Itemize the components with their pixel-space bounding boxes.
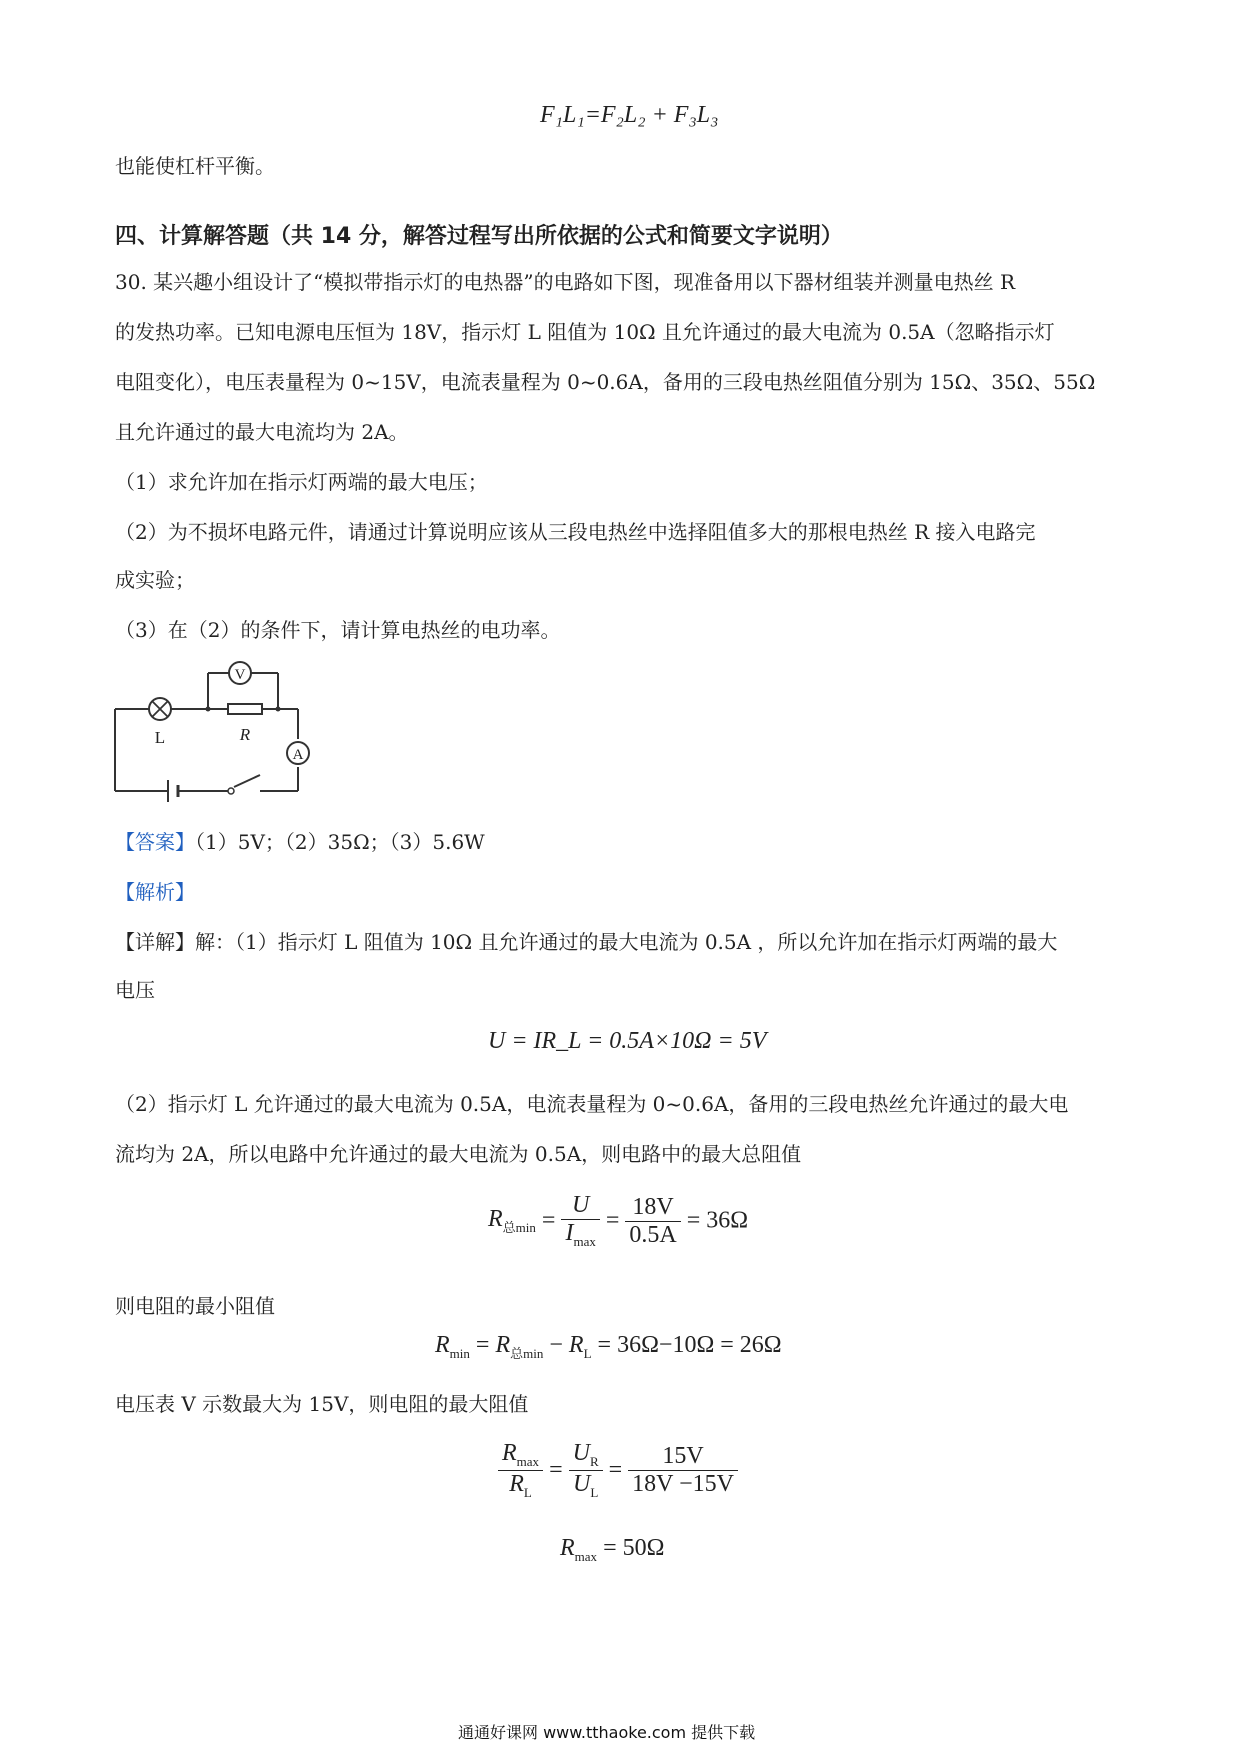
detail-line-1: 【详解】解：（1）指示灯 L 阻值为 10Ω 且允许通过的最大电流为 0.5A ，所以允许加在指示灯两端的最大 [115, 930, 1058, 954]
question-part-1: （1）求允许加在指示灯两端的最大电压； [115, 470, 488, 494]
lamp-label: L [154, 728, 166, 747]
equation-ratio: $\frac{R_{max}}{R_L}$ = $\frac{U_R}{U_L}$ = $\frac{15V}{18V -15V}$ [498, 1440, 738, 1501]
answer-tag: 【答案】 [115, 830, 195, 854]
denominator: 0.5A [629, 1221, 677, 1248]
r-symbol: R [488, 1206, 503, 1232]
equation-lever-balance [540, 102, 718, 129]
balance-text: 也能使杠杆平衡。 [115, 154, 275, 178]
question-line-3: 电阻变化），电压表量程为 0~15V，电流表量程为 0~0.6A，备用的三段电热丝阻值分别为 15Ω、35Ω、55Ω [115, 370, 1096, 394]
equation-max-voltage [488, 1028, 766, 1055]
numerator: U [561, 1192, 599, 1220]
resistor-label: R [239, 725, 251, 744]
question-part-2-line-1: （2）为不损坏电路元件，请通过计算说明应该从三段电热丝中选择阻值多大的那根电热丝 R 接入电路完 [115, 520, 1036, 544]
analysis-tag: 【解析】 [115, 880, 195, 904]
question-line-2: 的发热功率。已知电源电压恒为 18V，指示灯 L 阻值为 10Ω 且允许通过的最大电流为 0.5A（忽略指示灯 [115, 320, 1055, 344]
junction-dot [206, 707, 211, 712]
question-part-3: （3）在（2）的条件下，请计算电热丝的电功率。 [115, 618, 561, 642]
numerator: 18V [625, 1194, 680, 1222]
result: = 36Ω [686, 1207, 749, 1234]
section-heading: 四、计算解答题（共 14 分，解答过程写出所依据的公式和简要文字说明） [115, 224, 843, 249]
fraction-voltage-values: $\frac{15V}{18V -15V}$ [628, 1443, 738, 1498]
answer-line [115, 828, 485, 856]
detail-part-2-line-2: 流均为 2A，所以电路中允许通过的最大电流为 0.5A，则电路中的最大总阻值 [115, 1142, 802, 1166]
resistor-symbol [228, 704, 262, 714]
detail-line-2: 电压 [115, 978, 155, 1002]
detail-part-2-line-1: （2）指示灯 L 允许通过的最大电流为 0.5A，电流表量程为 0~0.6A，备用的三段电热丝允许通过的最大电 [115, 1092, 1069, 1116]
question-part-2-line-2: 成实验； [115, 568, 195, 592]
equation-text: U = IR_L = 0.5A×10Ω = 5V [488, 1028, 767, 1054]
fraction-values [625, 1194, 680, 1249]
denominator: $I_{max}$ [565, 1220, 596, 1249]
fraction-u-ratio: $\frac{U_R}{U_L}$ [569, 1440, 603, 1501]
lamp-icon [149, 698, 171, 720]
answer-text: （1）5V；（2）35Ω；（3）5.6W [195, 830, 485, 854]
page-footer: 通通好课网 www.tthaoke.com 提供下载 [458, 1723, 756, 1742]
equation-max-resistance: $R_{max} = 50\Omega$ [560, 1535, 665, 1564]
question-line-4: 且允许通过的最大电流均为 2A。 [115, 420, 409, 444]
fraction-u-over-i [561, 1192, 599, 1250]
min-resistance-text: 则电阻的最小阻值 [115, 1294, 275, 1318]
switch-pivot [228, 788, 234, 794]
question-line-1: 30. 某兴趣小组设计了“模拟带指示灯的电热器”的电路如下图，现准备用以下器材组装并测量电热丝 R [115, 270, 1016, 294]
r-subscript: 总min [502, 1220, 536, 1235]
circuit-diagram [110, 655, 320, 805]
max-resistance-text: 电压表 V 示数最大为 15V，则电阻的最大阻值 [115, 1392, 529, 1416]
fraction-r-ratio: $\frac{R_{max}}{R_L}$ [498, 1440, 543, 1501]
junction-dot [276, 707, 281, 712]
ammeter-label: A [292, 747, 304, 763]
equation-min-resistance: $R_{min} = R_{总min} - R_L = 36\Omega-10\Omega = 26\Omega$ [435, 1332, 782, 1361]
equation-text: F₁L₁=F₂L₂ + F₃L₃ [540, 102, 719, 128]
equation-total-resistance: $R_{总min}$ = $\frac{U}{I_{max}}$ = $\frac{18V}{0.5A}$ = 36Ω [488, 1192, 749, 1249]
voltmeter-label: V [234, 667, 246, 683]
